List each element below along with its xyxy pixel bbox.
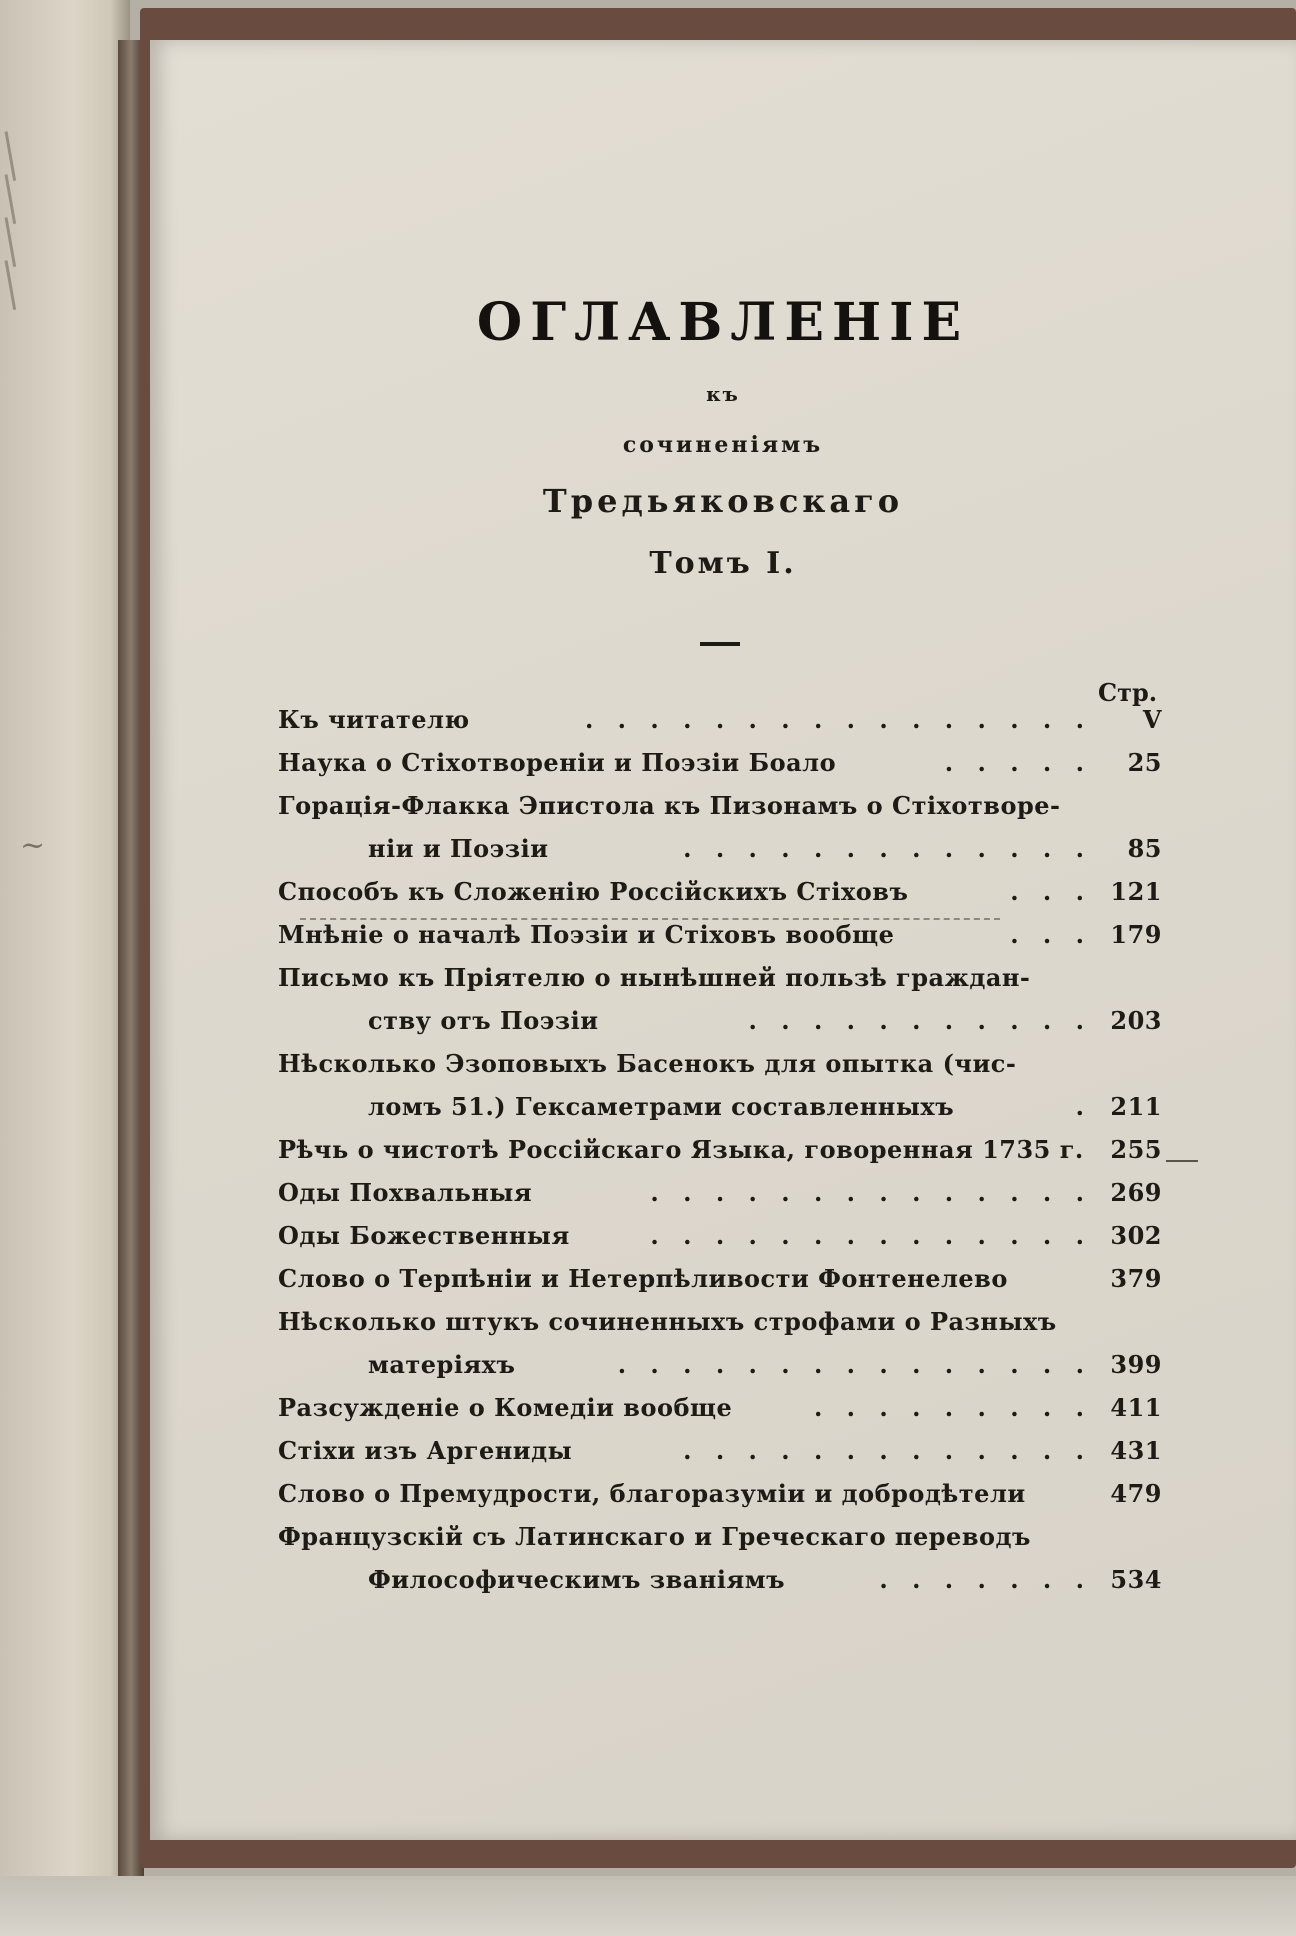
- toc-entry: Слово о Премудрости, благоразуміи и добродѣтели 479: [278, 1472, 1162, 1515]
- title-author: Тредьяковскаго: [542, 482, 904, 520]
- toc-entry: Оды Божественныя . . . . . . . . . . . . . . 302: [278, 1214, 1162, 1257]
- book-page: [150, 40, 1296, 1840]
- page-column-header: Стр.: [1098, 678, 1158, 707]
- toc-page-number: 203: [1110, 1006, 1162, 1035]
- toc-page-number: 302: [1110, 1221, 1162, 1250]
- toc-entry: матеріяхъ . . . . . . . . . . . . . . . 399: [278, 1343, 1162, 1386]
- pencil-margin-mark: ~: [20, 828, 46, 863]
- toc-entry: Французскій съ Латинскаго и Греческаго переводъ: [278, 1522, 1031, 1551]
- toc-entry: Наука о Стіхотвореніи и Поэзіи Боало . . . . . 25: [278, 741, 1162, 784]
- toc-entry: Слово о Терпѣніи и Нетерпѣливости Фонтенелево 379: [278, 1257, 1162, 1300]
- toc-page-number: 85: [1127, 834, 1162, 863]
- toc-entry: ніи и Поэзіи . . . . . . . . . . . . . 85: [278, 827, 1162, 870]
- toc-entry: ломъ 51.) Гексаметрами составленныхъ . 211: [278, 1085, 1162, 1128]
- toc-page-number: 269: [1110, 1178, 1162, 1207]
- toc-page-number: 534: [1110, 1565, 1162, 1594]
- toc-entry: Горація-Флакка Эпистола къ Пизонамъ о Стіхотворе-: [278, 791, 1061, 820]
- toc-entry: Нѣсколько Эзоповыхъ Басенокъ для опытка (чис-: [278, 1049, 1017, 1078]
- table-surface: [0, 1876, 1296, 1936]
- title-preposition: къ: [706, 382, 740, 406]
- toc-entry: Письмо къ Пріятелю о нынѣшней пользѣ граждан-: [278, 963, 1031, 992]
- toc-page-number: V: [1142, 705, 1162, 734]
- title-works: сочиненіямъ: [622, 432, 824, 458]
- toc-entry: Нѣсколько штукъ сочиненныхъ строфами о Разныхъ: [278, 1307, 1057, 1336]
- toc-entry: ству отъ Поэзіи . . . . . . . . . . . 203: [278, 999, 1162, 1042]
- page-title: ОГЛАВЛЕНІЕ: [476, 292, 970, 353]
- toc-page-number: 25: [1127, 748, 1162, 777]
- toc-page-number: 255: [1110, 1135, 1162, 1164]
- left-page-bleed-through: [6, 130, 66, 350]
- pencil-dash-mark: [1166, 1160, 1198, 1162]
- toc-page-number: 399: [1110, 1350, 1162, 1379]
- toc-entry: Къ читателю . . . . . . . . . . . . . . . . V: [278, 698, 1162, 741]
- toc-page-number: 431: [1110, 1436, 1162, 1465]
- toc-page-number: 411: [1110, 1393, 1162, 1422]
- toc-entry: Стіхи изъ Аргениды . . . . . . . . . . . . . 431: [278, 1429, 1162, 1472]
- pencil-underline: [300, 912, 1000, 920]
- toc-entry: Разсужденіе о Комедіи вообще . . . . . . . . . 411: [278, 1386, 1162, 1429]
- left-page: [0, 0, 130, 1936]
- title-rule: [700, 642, 740, 646]
- toc-page-number: 121: [1110, 877, 1162, 906]
- toc-entry: Мнѣніе о началѣ Поэзіи и Стіховъ вообще . . . 179: [278, 913, 1162, 956]
- table-of-contents: [278, 698, 1162, 1601]
- toc-page-number: 379: [1110, 1264, 1162, 1293]
- toc-page-number: 179: [1110, 920, 1162, 949]
- toc-entry: Оды Похвальныя . . . . . . . . . . . . . . 269: [278, 1171, 1162, 1214]
- toc-page-number: 479: [1110, 1479, 1162, 1508]
- toc-page-number: 211: [1110, 1092, 1162, 1121]
- toc-entry: Рѣчь о чистотѣ Россійскаго Языка, говоренная 1735 г. 255: [278, 1128, 1162, 1171]
- title-volume: Томъ I.: [649, 546, 797, 581]
- toc-entry: Способъ къ Сложенію Россійскихъ Стіховъ . . . 121: [278, 870, 1162, 913]
- toc-entry: Философическимъ званіямъ . . . . . . . 534: [278, 1558, 1162, 1601]
